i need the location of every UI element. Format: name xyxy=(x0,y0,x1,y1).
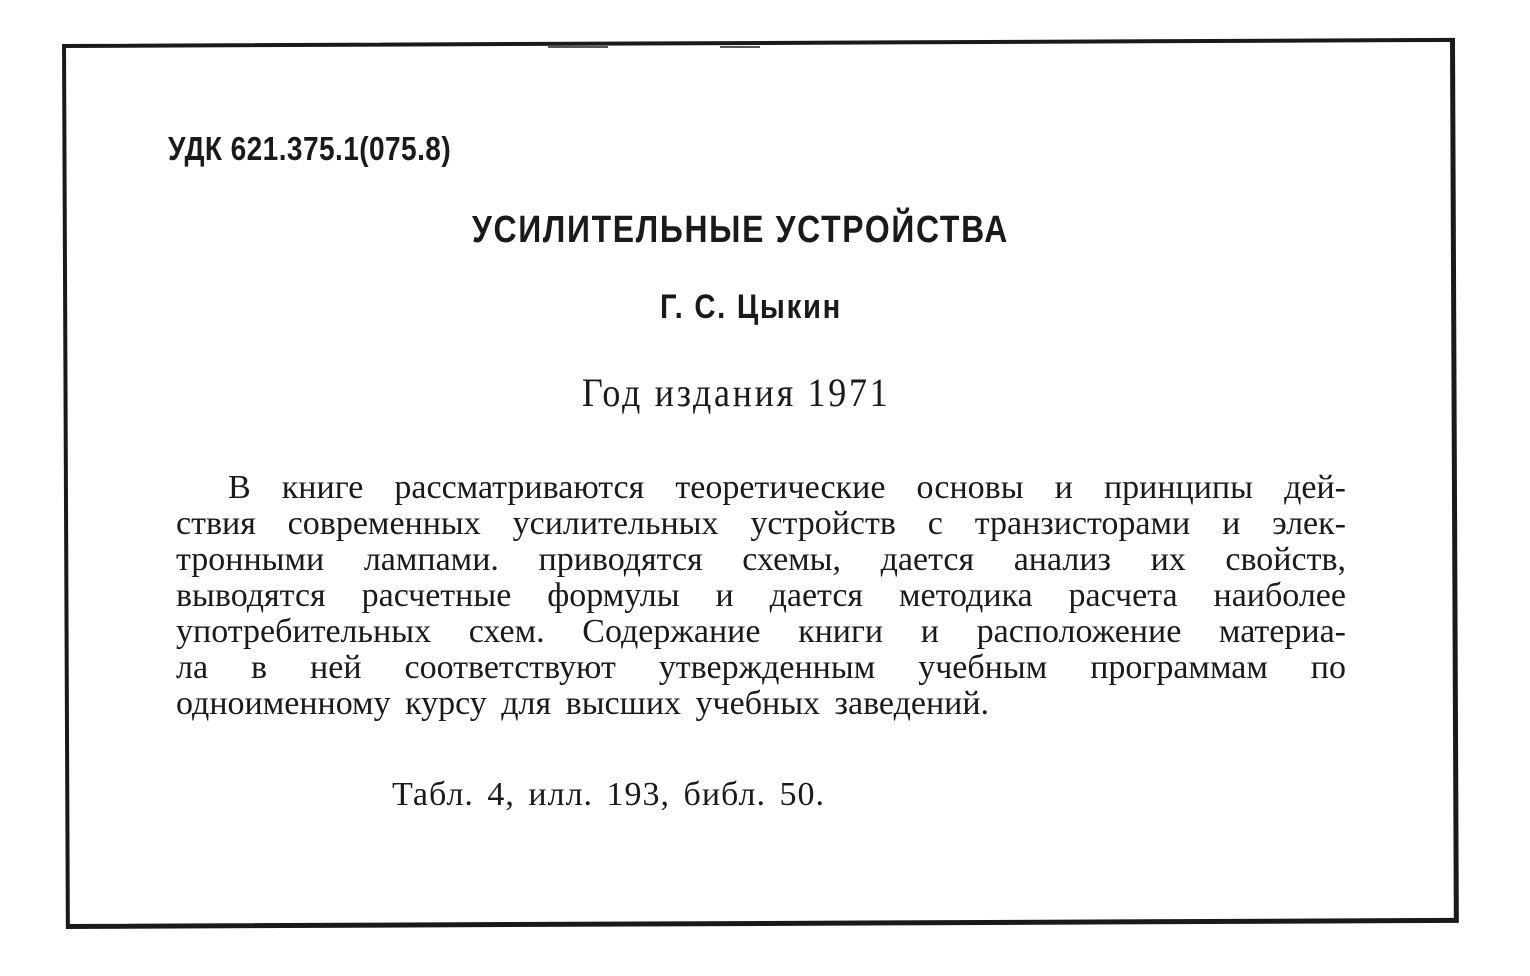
abstract-line: тронными лампами. приводятся схемы, дается анализ их свойств, xyxy=(176,541,1346,578)
abstract-line: В книге рассматриваются теоретические основы и принципы дей- xyxy=(228,469,1346,506)
abstract-line: ствия современных усилительных устройств с транзисторами и элек- xyxy=(176,505,1346,542)
abstract-line: употребительных схем. Содержание книги и расположение материа- xyxy=(176,613,1346,650)
print-speck xyxy=(548,46,608,48)
publication-year: Год издания 1971 xyxy=(582,370,891,415)
abstract-line: одноименному курсу для высших учебных заведений. xyxy=(176,685,990,722)
tables-illustrations-info: Табл. 4, илл. 193, библ. 50. xyxy=(392,776,825,813)
abstract-line: ла в ней соответствуют утвержденным учебным программам по xyxy=(176,649,1346,686)
book-author: Г. С. Цыкин xyxy=(660,288,843,326)
udk-code: УДК 621.375.1(075.8) xyxy=(168,130,452,167)
abstract-line: выводятся расчетные формулы и дается методика расчета наиболее xyxy=(176,577,1346,614)
book-title: УСИЛИТЕЛЬНЫЕ УСТРОЙСТВА xyxy=(472,209,1009,251)
abstract-paragraph xyxy=(176,470,1346,722)
print-speck xyxy=(720,46,760,48)
